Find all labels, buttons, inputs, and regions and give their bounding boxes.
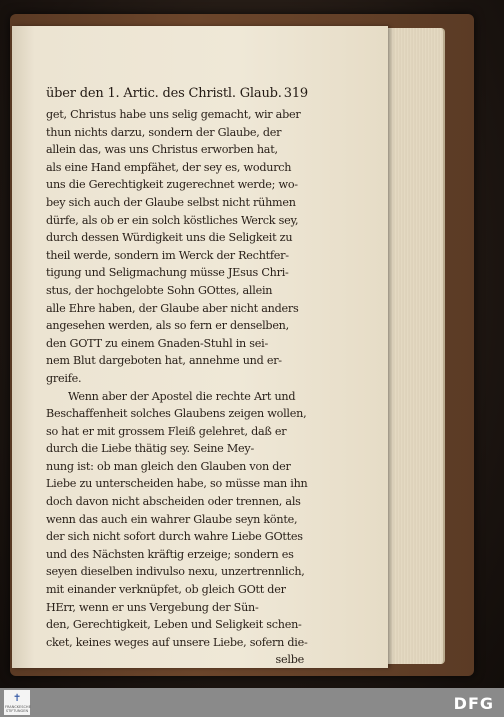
text-line: den, Gerechtigkeit, Leben und Seligkeit schen-	[46, 618, 302, 632]
text-line: angesehen werden, als so fern er denselben,	[46, 319, 289, 333]
text-line: greife.	[46, 371, 82, 385]
text-line: und des Nächsten kräftig erzeige; sondern es	[46, 547, 294, 561]
text-line: Beschaffenheit solches Glaubens zeigen wollen,	[46, 407, 307, 421]
running-header	[46, 86, 308, 101]
text-line: nung ist: ob man gleich den Glauben von der	[46, 459, 291, 473]
running-title: über den 1. Artic. des Christl. Glaub.	[46, 86, 282, 101]
text-line: allein das, was uns Christus erworben hat,	[46, 143, 278, 157]
text-line: bey sich auch der Glaube selbst nicht rühmen	[46, 195, 296, 209]
text-line: cket, keines weges auf unsere Liebe, sofern die-	[46, 635, 308, 649]
text-line: mit einander verknüpfet, ob gleich GOtt der	[46, 583, 286, 597]
text-line: stus, der hochgelobte Sohn GOttes, allein	[46, 283, 273, 297]
book-page	[12, 26, 388, 668]
text-line: so hat er mit grossem Fleiß gelehret, daß er	[46, 424, 287, 438]
catchword: selbe	[275, 653, 304, 667]
text-line: der sich nicht sofort durch wahre Liebe GOttes	[46, 530, 303, 544]
text-line: uns die Gerechtigkeit zugerechnet werde; wo-	[46, 178, 298, 192]
text-line: den GOTT zu einem Gnaden-Stuhl in sei-	[46, 336, 269, 350]
page-text	[46, 106, 308, 669]
text-line: nem Blut dargeboten hat, annehme und er-	[46, 354, 282, 368]
text-line: als eine Hand empfähet, der sey es, wodurch	[46, 160, 292, 174]
text-line: seyen dieselben indivulso nexu, unzertrennlich,	[46, 565, 305, 579]
text-line: durch die Liebe thätig sey. Seine Mey-	[46, 442, 255, 456]
text-line: doch davon nicht abscheiden oder trennen, als	[46, 495, 301, 509]
page-number: 319	[283, 86, 308, 101]
text-line: HErr, wenn er uns Vergebung der Sün-	[46, 600, 259, 614]
text-line: dürfe, als ob er ein solch köstliches Werck sey,	[46, 213, 299, 227]
logo-text: FRANCKESCHE STIFTUNGEN	[5, 705, 31, 713]
text-line: Wenn aber der Apostel die rechte Art und	[68, 389, 296, 403]
text-line: theil werde, sondern im Werck der Rechtfer-	[46, 248, 289, 262]
text-line: thun nichts darzu, sondern der Glaube, der	[46, 125, 282, 139]
viewer-footer	[0, 688, 504, 717]
dfg-logo[interactable]: DFG	[453, 694, 494, 713]
text-line: alle Ehre haben, der Glaube aber nicht anders	[46, 301, 299, 315]
text-line: Liebe zu unterscheiden habe, so müsse man ihn	[46, 477, 308, 491]
text-line: durch dessen Würdigkeit uns die Seligkeit zu	[46, 231, 293, 245]
text-line: get, Christus habe uns selig gemacht, wir aber	[46, 108, 301, 121]
logo-icon: ✝	[13, 693, 22, 704]
page-edges	[385, 28, 445, 664]
text-line: tigung und Seligmachung müsse JEsus Chri-	[46, 266, 289, 280]
text-line: wenn das auch ein wahrer Glaube seyn könte,	[46, 512, 298, 526]
institution-logo[interactable]	[4, 690, 30, 715]
